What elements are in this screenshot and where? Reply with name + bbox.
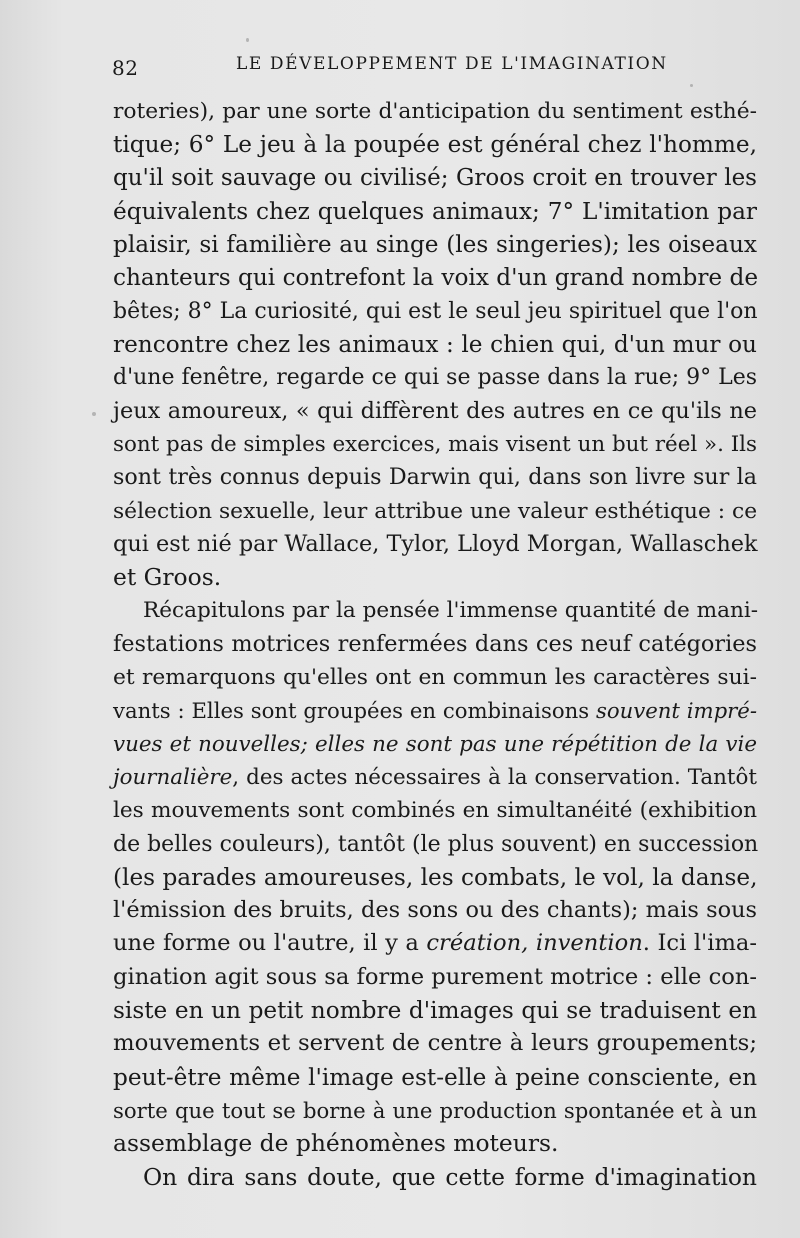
- text-line: les mouvements sont combinés en simultanéité (exhibition: [113, 798, 757, 824]
- italic-text-run: création, invention: [426, 930, 643, 957]
- paragraph-start-line: Récapitulons par la pensée l'immense quantité de mani-: [143, 598, 759, 624]
- text-line: (les parades amoureuses, les combats, le vol, la danse,: [113, 863, 758, 891]
- text-line: sont très connus depuis Darwin qui, dans son livre sur la: [113, 464, 757, 491]
- text-line: équivalents chez quelques animaux; 7° L'imitation par: [113, 197, 757, 225]
- running-title: LE DÉVELOPPEMENT DE L'IMAGINATION: [236, 54, 668, 74]
- paper-speck: [92, 412, 96, 416]
- text-run: vants : Elles sont groupées en combinaisons: [113, 698, 596, 724]
- text-line: sont pas de simples exercices, mais visent un but réel ». Ils: [113, 431, 757, 457]
- text-line: et remarquons qu'elles ont en commun les caractères sui-: [113, 665, 757, 691]
- text-line: assemblage de phénomènes moteurs.: [113, 1129, 559, 1158]
- text-line: jeux amoureux, « qui diffèrent des autres en ce qu'ils ne: [113, 397, 757, 424]
- text-run: , des actes nécessaires à la conservation. Tantôt: [232, 764, 757, 790]
- text-line: roteries), par une sorte d'anticipation du sentiment esthé-: [113, 99, 757, 124]
- text-line: gination agit sous sa forme purement motrice : elle con-: [113, 963, 758, 990]
- text-line: siste en un petit nombre d'images qui se traduisent en: [113, 997, 757, 1025]
- paper-speck: [690, 84, 693, 87]
- text-line: l'émission des bruits, des sons ou des chants); mais sous: [113, 897, 757, 924]
- text-line: bêtes; 8° La curiosité, qui est le seul jeu spirituel que l'on: [113, 298, 758, 324]
- text-line: de belles couleurs), tantôt (le plus souvent) en succession: [113, 831, 759, 857]
- text-line: et Groos.: [113, 563, 222, 592]
- text-line: mouvements et servent de centre à leurs groupements;: [113, 1030, 757, 1057]
- text-line: plaisir, si familière au singe (les singeries); les oiseaux: [113, 231, 757, 259]
- text-line: peut-être même l'image est-elle à peine consciente, en: [113, 1063, 757, 1091]
- text-line: chanteurs qui contrefont la voix d'un grand nombre de: [113, 264, 759, 292]
- text-line: festations motrices renfermées dans ces neuf catégories: [113, 630, 757, 657]
- text-line-with-italic: [113, 927, 757, 960]
- text-line: tique; 6° Le jeu à la poupée est général chez l'homme,: [113, 131, 757, 159]
- text-line: rencontre chez les animaux : le chien qui, d'un mur ou: [113, 331, 757, 359]
- text-line: sélection sexuelle, leur attribue une valeur esthétique : ce: [113, 498, 758, 524]
- text-line-with-italic: [113, 761, 757, 794]
- text-run: . Ici l'ima-: [642, 930, 758, 957]
- page-header: [112, 48, 668, 88]
- paper-speck: [246, 38, 249, 42]
- text-line: qu'il soit sauvage ou civilisé; Groos croit en trouver les: [113, 164, 757, 191]
- italic-text-run: vues et nouvelles; elles ne sont pas une répétition de la vie: [113, 731, 757, 757]
- body-text: [113, 95, 757, 1194]
- italic-text-line: [113, 728, 757, 761]
- paragraph-start-line: On dira sans doute, que cette forme d'imagination: [143, 1162, 757, 1191]
- page-number: 82: [112, 56, 139, 80]
- text-run: une forme ou l'autre, il y a: [113, 930, 427, 957]
- text-line: qui est nié par Wallace, Tylor, Lloyd Morgan, Wallaschek: [113, 530, 758, 557]
- italic-text-run: journalière: [113, 764, 233, 790]
- text-line: d'une fenêtre, regarde ce qui se passe dans la rue; 9° Les: [113, 365, 758, 391]
- text-line: sorte que tout se borne à une production spontanée et à un: [113, 1097, 757, 1123]
- text-line-with-italic: [113, 694, 757, 727]
- italic-text-run: souvent impré-: [595, 698, 757, 724]
